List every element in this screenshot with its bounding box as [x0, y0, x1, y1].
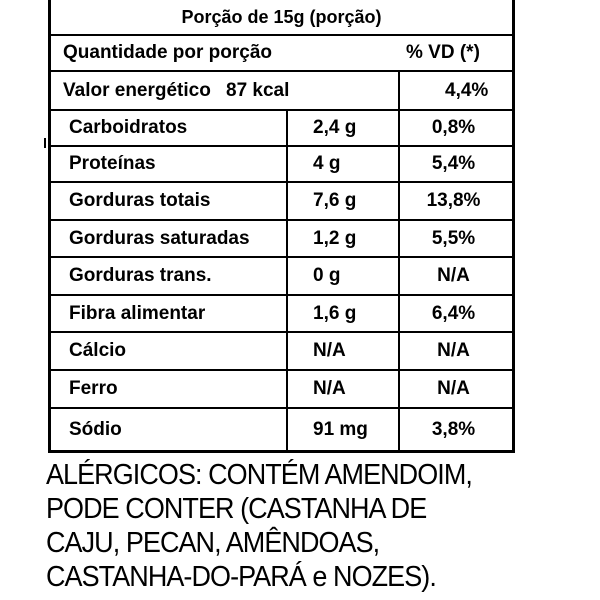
column-divider [398, 333, 400, 369]
nutrient-row [51, 147, 512, 183]
column-divider [286, 111, 288, 145]
portion-row [51, 0, 512, 36]
nutrient-row [51, 333, 512, 371]
quantity-label: Quantidade por porção [63, 42, 273, 63]
nutrient-name: Sódio [69, 418, 122, 440]
nutrient-vd: 5,5% [431, 227, 476, 249]
column-divider [286, 333, 288, 369]
portion-text: Porção de 15g (porção) [181, 6, 382, 27]
nutrient-vd: 6,4% [431, 302, 476, 324]
column-divider [398, 258, 400, 294]
column-divider [286, 296, 288, 331]
nutrient-amount: 4 g [313, 153, 341, 174]
nutrient-amount: 1,2 g [313, 227, 357, 249]
energy-row [51, 72, 512, 111]
nutrient-row [51, 221, 512, 258]
nutrient-vd: N/A [437, 265, 470, 286]
nutrient-amount: 2,4 g [313, 117, 357, 138]
allergen-statement [46, 458, 553, 594]
allergen-line: CASTANHA-DO-PARÁ e NOZES). [46, 561, 436, 593]
nutrient-name: Proteínas [69, 153, 156, 174]
nutrient-name: Ferro [69, 378, 118, 399]
nutrient-amount: 7,6 g [313, 190, 357, 211]
energy-label: Valor energético [63, 79, 211, 101]
allergen-line: ALÉRGICOS: CONTÉM AMENDOIM, [46, 459, 472, 491]
nutrient-row [51, 111, 512, 147]
nutrient-amount: 0 g [313, 265, 341, 286]
nutrient-row [51, 183, 512, 221]
column-divider [286, 258, 288, 294]
nutrient-vd: 13,8% [426, 190, 481, 211]
column-divider [286, 183, 288, 219]
column-divider [398, 371, 400, 407]
quantity-header-row [51, 36, 512, 72]
column-divider [286, 409, 288, 450]
nutrient-vd: 5,4% [431, 153, 476, 174]
vd-label: % VD (*) [406, 42, 480, 63]
nutrient-amount: 1,6 g [313, 302, 357, 324]
nutrient-name: Carboidratos [69, 117, 188, 138]
nutrient-name: Gorduras totais [69, 190, 211, 211]
nutrient-vd: 3,8% [431, 418, 476, 440]
nutrient-vd: N/A [437, 378, 470, 399]
nutrient-name: Gorduras saturadas [69, 227, 250, 249]
column-divider [398, 147, 400, 181]
column-divider [286, 221, 288, 256]
nutrient-amount: N/A [313, 378, 346, 399]
column-divider [286, 147, 288, 181]
energy-vd: 4,4% [445, 79, 489, 101]
column-divider [398, 72, 400, 109]
energy-value: 87 kcal [226, 79, 290, 101]
nutrient-name: Gorduras trans. [69, 265, 212, 286]
nutrient-row [51, 371, 512, 409]
column-divider [398, 296, 400, 331]
nutrient-amount: N/A [313, 340, 346, 361]
nutrient-vd: 0,8% [431, 117, 476, 138]
nutrient-row [51, 258, 512, 296]
nutrient-row [51, 296, 512, 333]
column-divider [398, 111, 400, 145]
nutrient-vd: N/A [437, 340, 470, 361]
column-divider [398, 409, 400, 450]
column-divider [286, 371, 288, 407]
allergen-line: CAJU, PECAN, AMÊNDOAS, [46, 527, 380, 559]
nutrient-amount: 91 mg [313, 418, 368, 440]
column-divider [398, 183, 400, 219]
nutrition-facts-table [48, 0, 515, 453]
edge-mark [44, 138, 46, 148]
nutrient-row [51, 409, 512, 453]
allergen-line: PODE CONTER (CASTANHA DE [46, 493, 427, 525]
nutrient-name: Fibra alimentar [69, 302, 206, 324]
column-divider [398, 221, 400, 256]
nutrient-name: Cálcio [69, 340, 127, 361]
